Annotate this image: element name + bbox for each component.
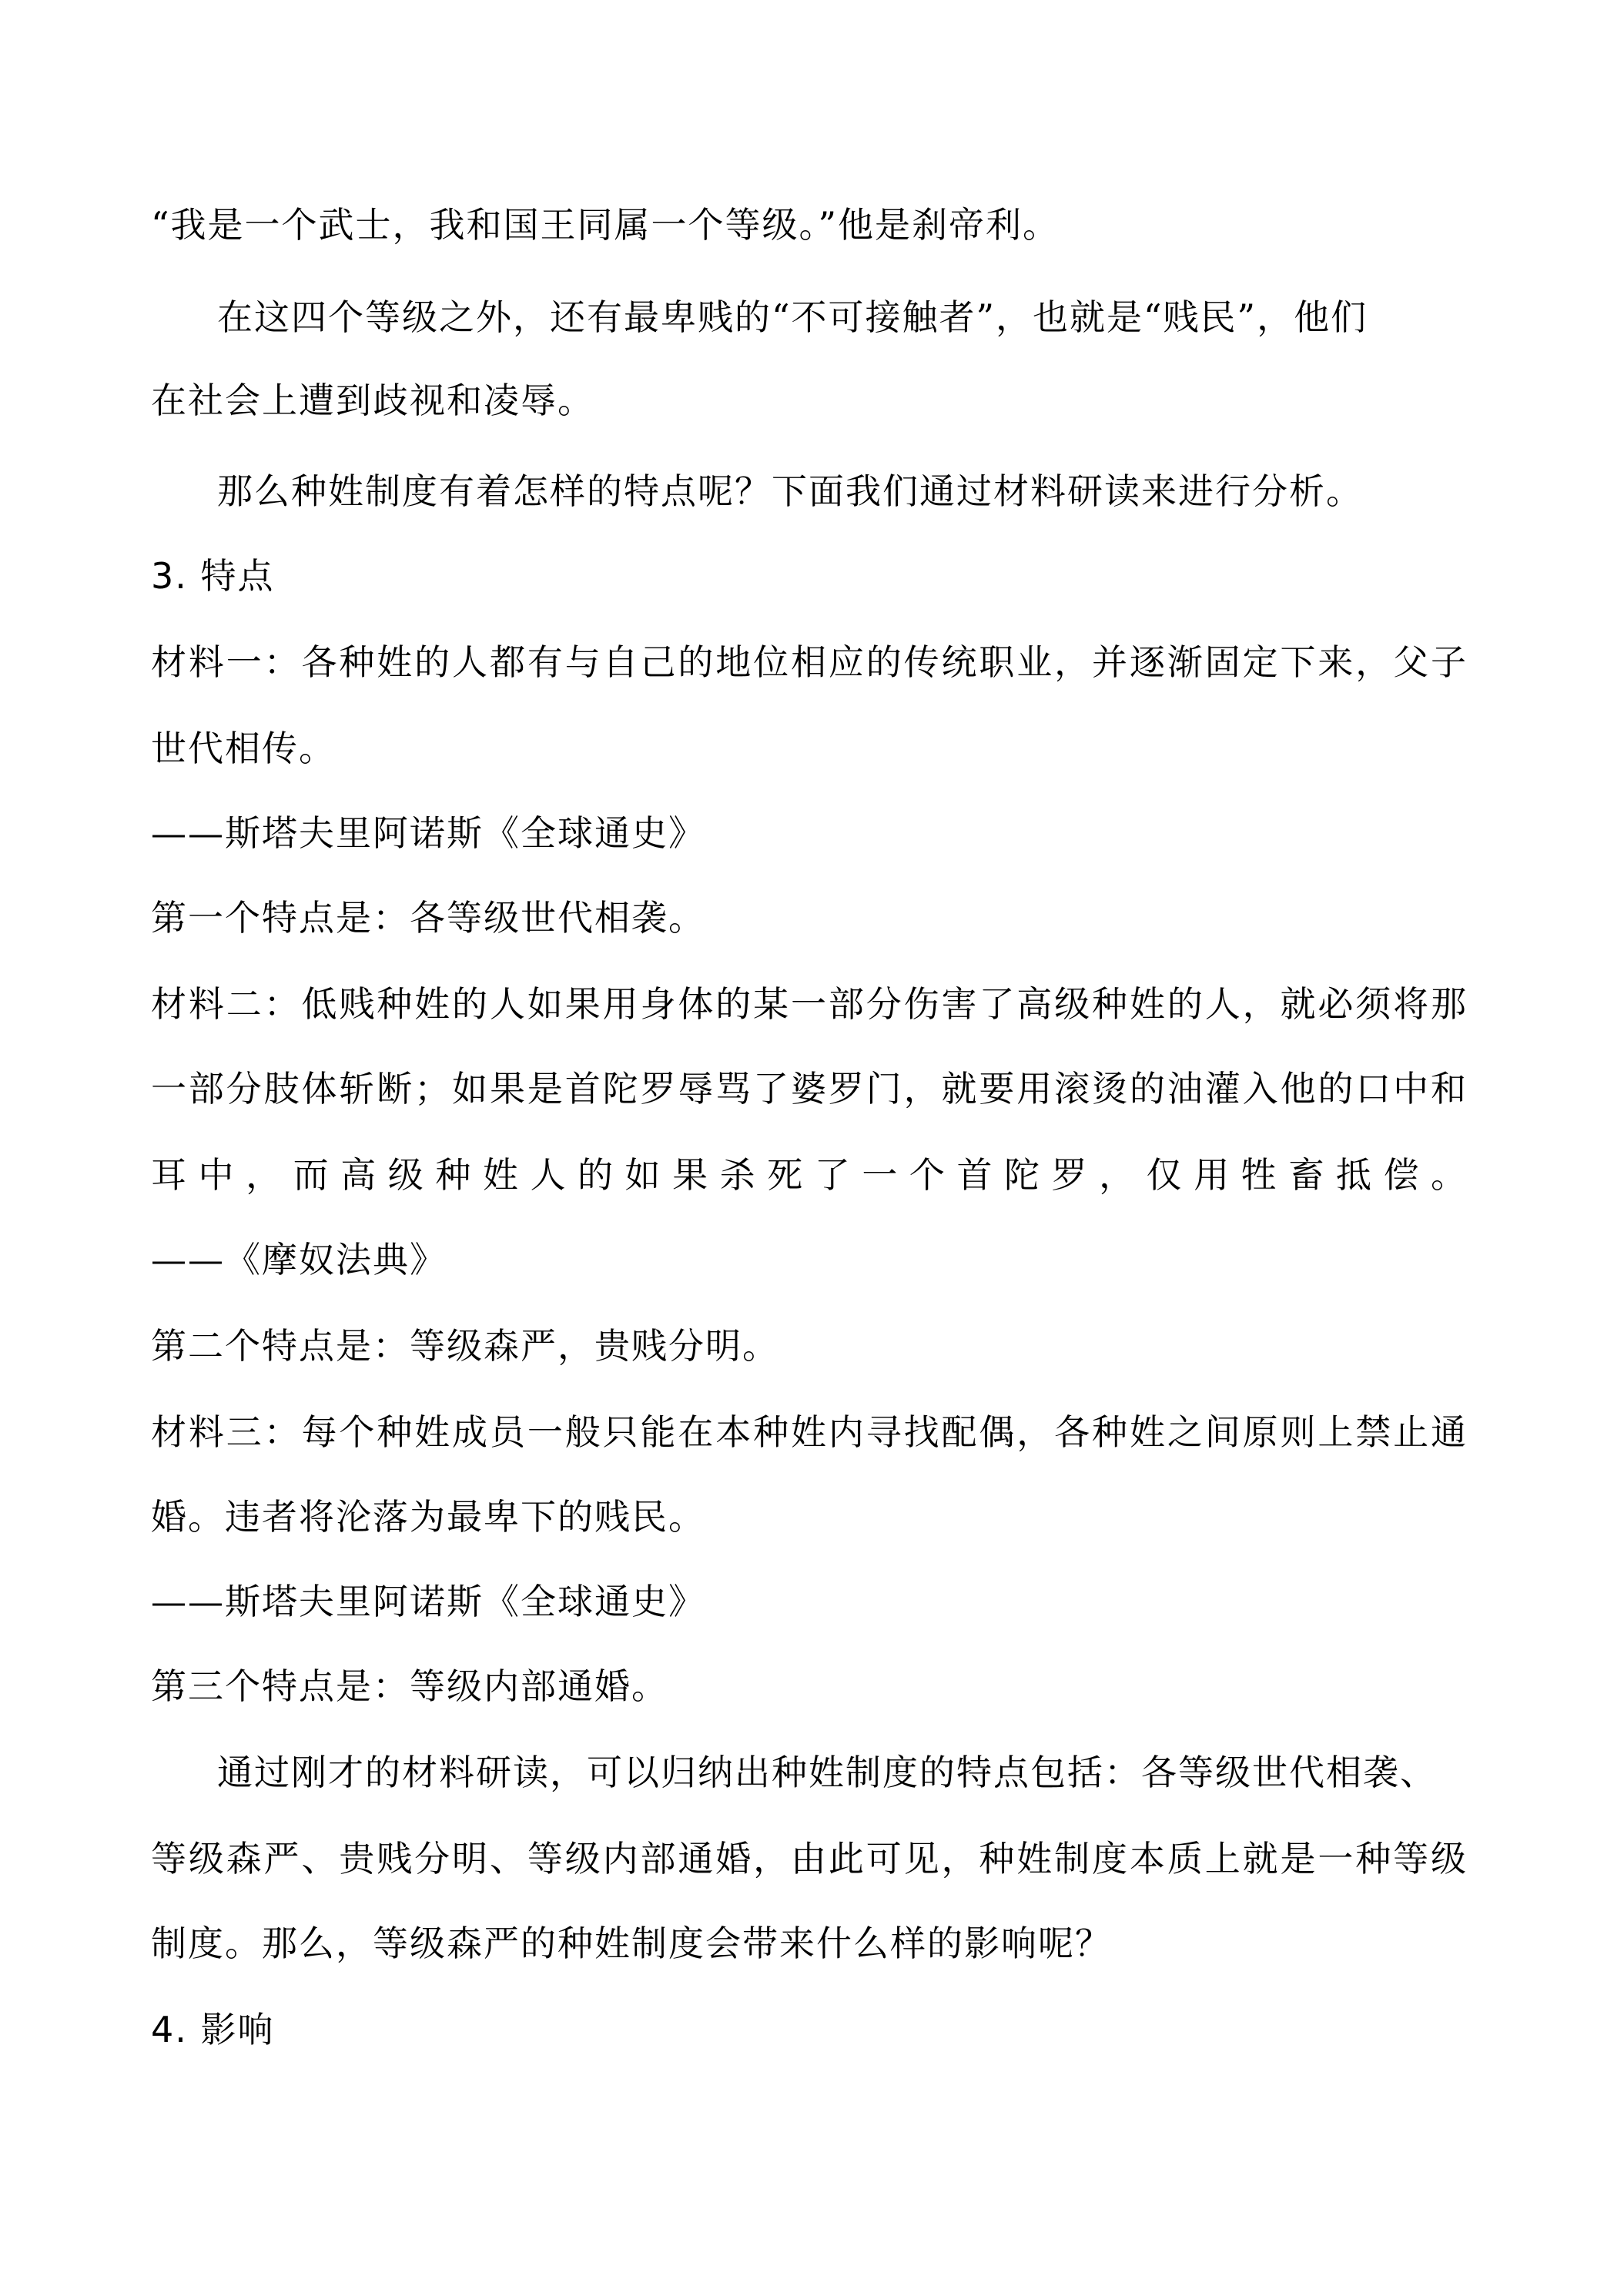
text-line: 等级森严、贵贱分明、等级内部通婚，由此可见，种姓制度本质上就是一种等级 (151, 1838, 1468, 1879)
text-line: 耳中，而高级种姓人的如果杀死了一个首陀罗，仅用牲畜抵偿。 (151, 1154, 1468, 1196)
text-line: 第二个特点是：等级森严，贵贱分明。 (151, 1325, 779, 1367)
text-line: 婚。违者将沦落为最卑下的贱民。 (151, 1496, 705, 1538)
text-line: 在社会上遭到歧视和凌辱。 (151, 380, 594, 421)
text-line: 材料二：低贱种姓的人如果用身体的某一部分伤害了高级种姓的人，就必须将那 (151, 983, 1468, 1025)
text-line: 通过刚才的材料研读，可以归纳出种姓制度的特点包括：各等级世代相袭、 (217, 1752, 1437, 1793)
text-line: 制度。那么，等级森严的种姓制度会带来什么样的影响呢？ (151, 1923, 1112, 1964)
section-heading: 4. 影响 (151, 2009, 275, 2050)
text-line: 第三个特点是：等级内部通婚。 (151, 1665, 668, 1707)
text-line: 世代相传。 (151, 728, 336, 769)
citation: ——《摩奴法典》 (151, 1239, 447, 1280)
text-line: 第一个特点是：各等级世代相袭。 (151, 897, 705, 939)
citation: ——斯塔夫里阿诺斯《全球通史》 (151, 1581, 705, 1622)
citation: ——斯塔夫里阿诺斯《全球通史》 (151, 812, 705, 854)
text-line: 那么种姓制度有着怎样的特点呢？下面我们通过材料研读来进行分析。 (217, 470, 1363, 512)
text-line: “我是一个武士，我和国王同属一个等级。”他是刹帝利。 (151, 204, 1060, 246)
text-line: 在这四个等级之外，还有最卑贱的“不可接触者”，也就是“贱民”，他们 (217, 296, 1368, 338)
text-line: 一部分肢体斩断；如果是首陀罗辱骂了婆罗门，就要用滚烫的油灌入他的口中和 (151, 1068, 1468, 1110)
text-line: 材料一：各种姓的人都有与自己的地位相应的传统职业，并逐渐固定下来，父子 (151, 641, 1468, 683)
section-heading: 3. 特点 (151, 555, 275, 597)
text-line: 材料三：每个种姓成员一般只能在本种姓内寻找配偶，各种姓之间原则上禁止通 (151, 1411, 1468, 1453)
